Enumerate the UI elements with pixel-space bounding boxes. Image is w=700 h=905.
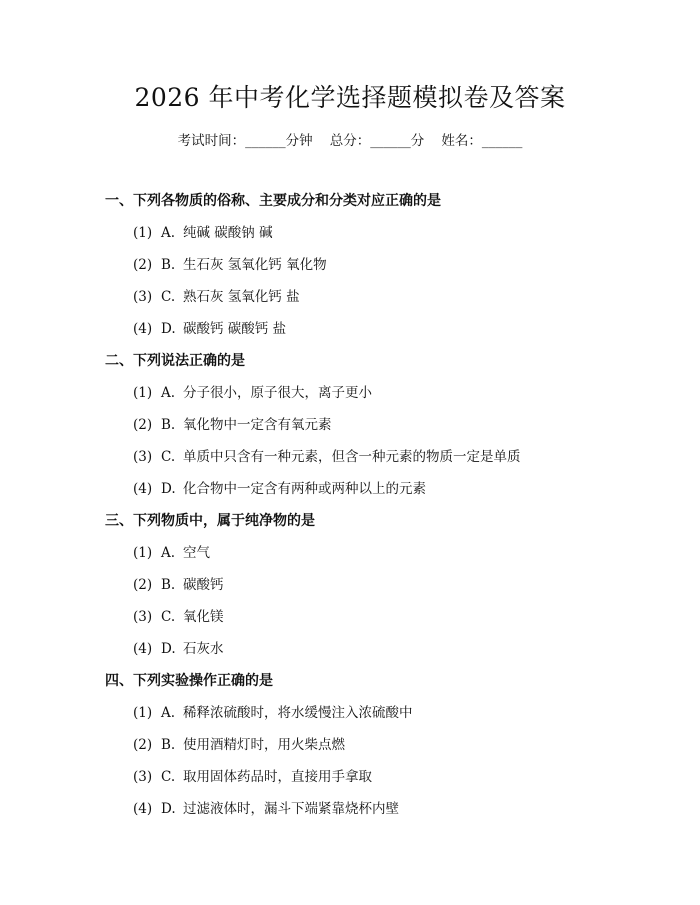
option-letter: D. <box>161 481 176 497</box>
answer-option <box>105 476 665 508</box>
option-letter: D. <box>161 641 176 657</box>
option-number: (3) <box>133 289 153 305</box>
answer-option <box>105 316 665 348</box>
option-text: 分子很小，原子很大，离子更小 <box>183 385 372 401</box>
question-heading: 二、下列说法正确的是 <box>105 353 245 369</box>
option-number: (4) <box>133 481 153 497</box>
option-letter: C. <box>161 609 176 625</box>
option-letter: C. <box>161 289 176 305</box>
option-text: 氧化镁 <box>183 609 224 625</box>
option-number: (3) <box>133 609 153 625</box>
question-heading: 一、下列各物质的俗称、主要成分和分类对应正确的是 <box>105 193 441 209</box>
question-list <box>105 188 665 828</box>
answer-option <box>105 604 665 636</box>
option-letter: A. <box>161 385 176 401</box>
option-text: 生石灰 氢氧化钙 氧化物 <box>183 257 327 273</box>
answer-option <box>105 700 665 732</box>
option-text: 稀释浓硫酸时，将水缓慢注入浓硫酸中 <box>183 705 413 721</box>
option-letter: A. <box>161 545 176 561</box>
answer-option <box>105 412 665 444</box>
option-text: 空气 <box>183 545 210 561</box>
answer-option <box>105 220 665 252</box>
option-letter: D. <box>161 801 176 817</box>
option-letter: B. <box>161 737 176 753</box>
answer-option <box>105 732 665 764</box>
option-letter: A. <box>161 705 176 721</box>
option-letter: A. <box>161 225 176 241</box>
option-number: (3) <box>133 449 153 465</box>
answer-option <box>105 572 665 604</box>
exam-info-line: 考试时间：______分钟 总分：______分 姓名：______ <box>177 133 523 149</box>
option-number: (1) <box>133 545 153 561</box>
option-number: (1) <box>133 225 153 241</box>
option-number: (4) <box>133 321 153 337</box>
option-letter: B. <box>161 257 176 273</box>
question-heading: 四、下列实验操作正确的是 <box>105 673 273 689</box>
option-number: (4) <box>133 801 153 817</box>
answer-option <box>105 444 665 476</box>
option-letter: C. <box>161 449 176 465</box>
option-number: (2) <box>133 257 153 273</box>
option-number: (1) <box>133 385 153 401</box>
answer-option <box>105 796 665 828</box>
answer-option <box>105 540 665 572</box>
option-number: (2) <box>133 737 153 753</box>
option-number: (2) <box>133 417 153 433</box>
answer-option <box>105 380 665 412</box>
option-text: 过滤液体时，漏斗下端紧靠烧杯内壁 <box>183 801 399 817</box>
option-text: 单质中只含有一种元素，但含一种元素的物质一定是单质 <box>183 449 521 465</box>
answer-option <box>105 764 665 796</box>
option-number: (1) <box>133 705 153 721</box>
option-text: 使用酒精灯时，用火柴点燃 <box>183 737 345 753</box>
option-number: (2) <box>133 577 153 593</box>
option-text: 碳酸钙 <box>183 577 224 593</box>
answer-option <box>105 636 665 668</box>
option-letter: B. <box>161 417 176 433</box>
page-title: 2026 年中考化学选择题模拟卷及答案 <box>134 83 566 112</box>
option-text: 石灰水 <box>183 641 224 657</box>
option-letter: C. <box>161 769 176 785</box>
option-text: 取用固体药品时，直接用手拿取 <box>183 769 372 785</box>
answer-option <box>105 252 665 284</box>
option-text: 碳酸钙 碳酸钙 盐 <box>183 321 287 337</box>
option-text: 氧化物中一定含有氧元素 <box>183 417 332 433</box>
option-letter: B. <box>161 577 176 593</box>
option-number: (3) <box>133 769 153 785</box>
question-heading: 三、下列物质中，属于纯净物的是 <box>105 513 315 529</box>
option-letter: D. <box>161 321 176 337</box>
option-text: 熟石灰 氢氧化钙 盐 <box>183 289 300 305</box>
option-text: 化合物中一定含有两种或两种以上的元素 <box>183 481 426 497</box>
answer-option <box>105 284 665 316</box>
option-text: 纯碱 碳酸钠 碱 <box>183 225 273 241</box>
option-number: (4) <box>133 641 153 657</box>
